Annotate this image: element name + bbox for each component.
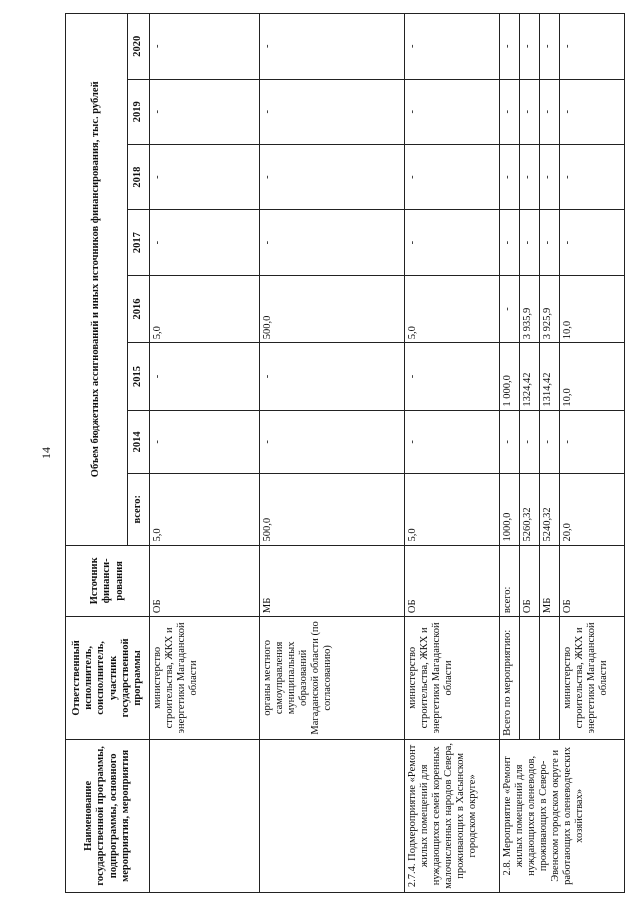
cell-value: 500,0 [260,275,405,342]
header-total: всего: [128,474,150,546]
cell-value: - [150,210,260,275]
cell-value: - [540,144,560,209]
cell-value: - [500,275,520,342]
cell-value: - [260,14,405,80]
cell-value: - [150,14,260,80]
cell-executor: министерство строительства, ЖКХ и энергетики Магаданской области [150,617,260,740]
cell-value: - [520,410,540,473]
cell-total: 5,0 [405,474,500,546]
cell-source: ОБ [150,545,260,617]
cell-value: - [520,79,540,144]
header-source: Источник финанси-рования [66,545,150,617]
cell-value: - [500,144,520,209]
cell-source: ОБ [560,545,625,617]
cell-value: - [260,79,405,144]
cell-value: - [405,343,500,410]
cell-value: - [260,210,405,275]
cell-value: - [260,144,405,209]
cell-value: 1324,42 [520,343,540,410]
cell-value: - [260,343,405,410]
cell-value: - [500,410,520,473]
cell-value: - [560,210,625,275]
cell-name [150,739,260,892]
table-row [500,14,520,893]
cell-source: ОБ [405,545,500,617]
cell-total: 5240,32 [540,474,560,546]
financing-table [65,13,625,893]
table-row [405,14,500,893]
cell-value: - [560,410,625,473]
cell-value: 5,0 [150,275,260,342]
cell-value: - [520,14,540,80]
cell-value: - [540,410,560,473]
header-name: Наименование государственной программы, подпрограммы, основного мероприятия, мероприятия [66,739,150,892]
cell-total: 20,0 [560,474,625,546]
cell-value: - [405,79,500,144]
cell-value: - [500,79,520,144]
cell-value: - [405,210,500,275]
table-row [150,14,260,893]
cell-total: 500,0 [260,474,405,546]
cell-executor-empty [540,617,560,740]
header-year: 2018 [128,144,150,209]
cell-executor-empty [520,617,540,740]
cell-source: всего: [500,545,520,617]
cell-value: - [405,14,500,80]
header-year: 2014 [128,410,150,473]
cell-value: - [520,144,540,209]
cell-executor: министерство строительства, ЖКХ и энергетики Магаданской области [560,617,625,740]
cell-value: - [540,79,560,144]
cell-value: - [520,210,540,275]
cell-source: ОБ [520,545,540,617]
cell-value: - [540,210,560,275]
cell-value: - [150,343,260,410]
cell-value: - [150,79,260,144]
cell-value: - [405,144,500,209]
cell-source: МБ [540,545,560,617]
cell-value: 10,0 [560,343,625,410]
cell-value: 1314,42 [540,343,560,410]
header-year: 2016 [128,275,150,342]
table-row [260,14,405,893]
cell-total: 5260,32 [520,474,540,546]
cell-value: 10,0 [560,275,625,342]
header-year: 2017 [128,210,150,275]
cell-value: - [500,14,520,80]
cell-total: 1000,0 [500,474,520,546]
cell-value: 3 925,9 [540,275,560,342]
cell-value: - [560,14,625,80]
header-year: 2020 [128,14,150,80]
cell-value: - [260,410,405,473]
cell-value: - [500,210,520,275]
header-year: 2019 [128,79,150,144]
cell-summary-label: Всего по мероприятию: [500,617,520,740]
cell-value: - [150,410,260,473]
cell-value: - [540,14,560,80]
cell-executor: органы местного самоуправления муниципальных образований Магаданской области (по согласованию) [260,617,405,740]
cell-name [260,739,405,892]
header-year: 2015 [128,343,150,410]
cell-value: 5,0 [405,275,500,342]
cell-value: - [150,144,260,209]
header-volume: Объем бюджетных ассигнований и иных источников финансирования, тыс. рублей [66,14,128,546]
cell-value: - [560,144,625,209]
page-number: 14 [39,447,53,459]
cell-value: 3 935,9 [520,275,540,342]
header-executor: Ответственный исполнитель, соисполнитель, участник государственной программы [66,617,150,740]
cell-executor: министерство строительства, ЖКХ и энергетики Магаданской области [405,617,500,740]
cell-value: - [405,410,500,473]
rotated-table-container [65,13,625,893]
cell-source: МБ [260,545,405,617]
cell-total: 5,0 [150,474,260,546]
cell-name: 2.7.4. Подмероприятие «Ремонт жилых помещений для нуждающихся семей коренных малочисленных народов Севера, проживающих в Хасынском городском округе» [405,739,500,892]
cell-value: 1 000,0 [500,343,520,410]
cell-name: 2.8. Мероприятие «Ремонт жилых помещений для нуждающихся оленеводов, проживающих в Северо-Эвенском городском округе и работающих в оленеводческих хозяйствах» [500,739,625,892]
cell-value: - [560,79,625,144]
